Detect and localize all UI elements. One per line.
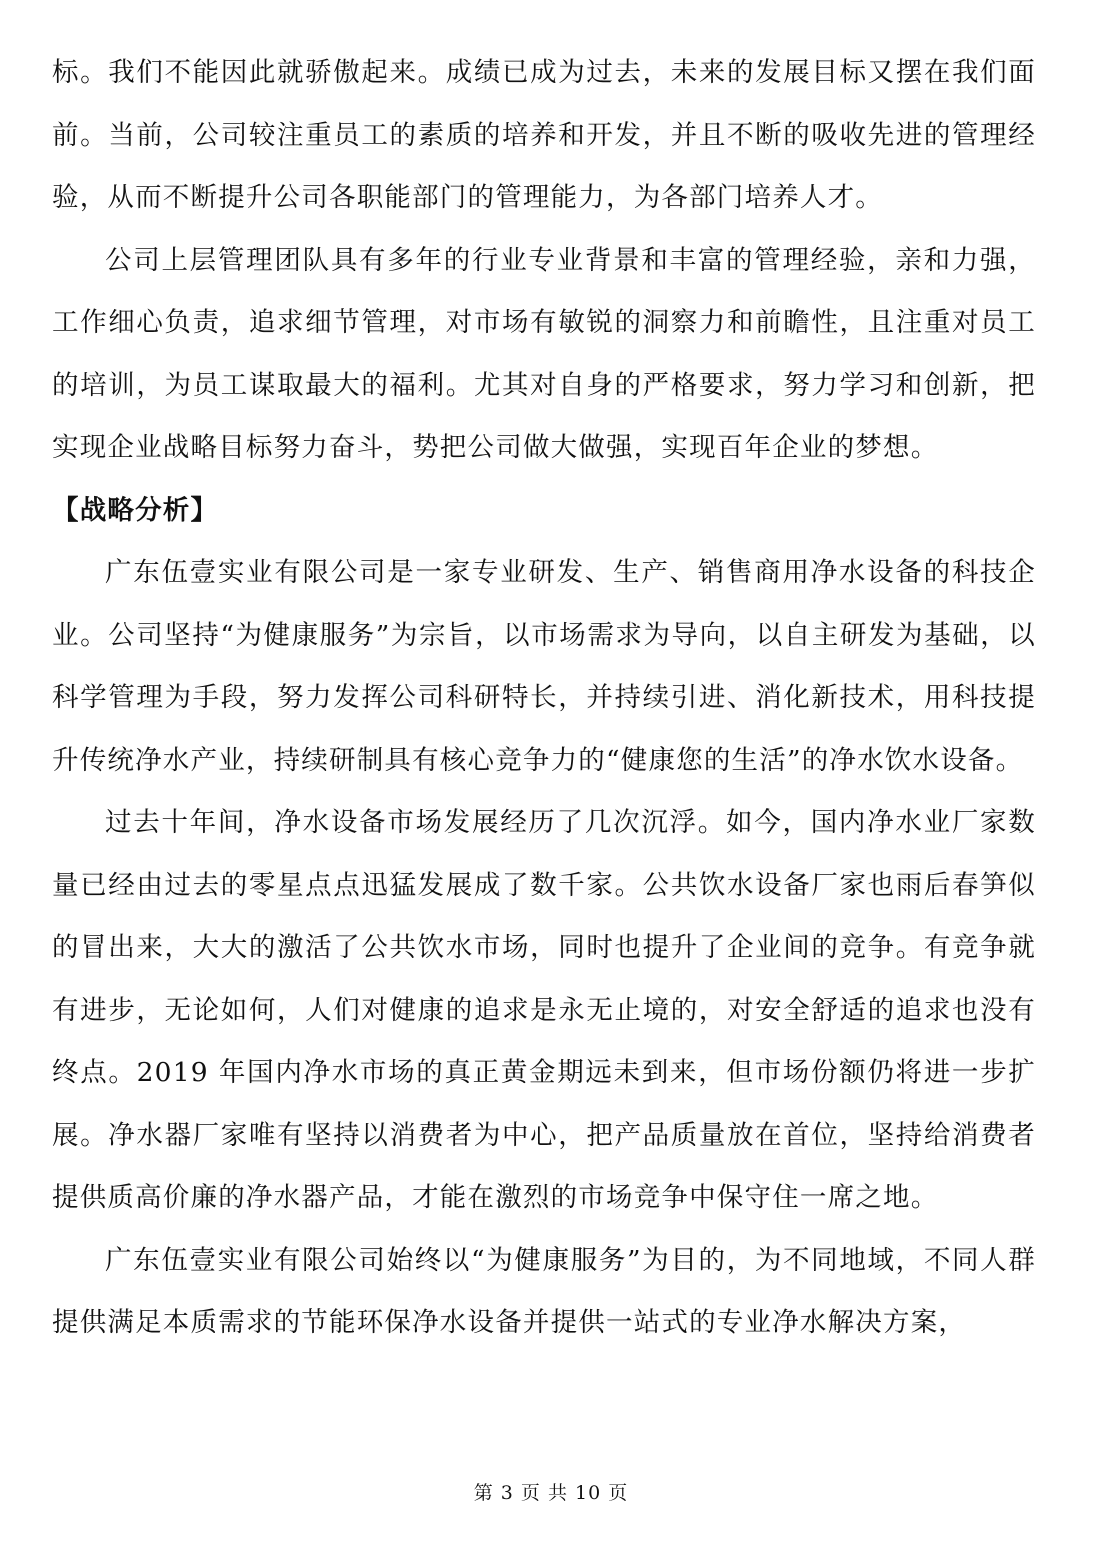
paragraph-company-purpose: 广东伍壹实业有限公司始终以“为健康服务”为目的，为不同地域，不同人群提供满足本质需求的节能环保净水设备并提供一站式的专业净水解决方案， [52,1244,1036,1338]
section-heading-strategy-analysis: 【战略分析】 [52,494,219,526]
paragraph-company-intro: 广东伍壹实业有限公司是一家专业研发、生产、销售商用净水设备的科技企业。公司坚持“为健康服务”为宗旨，以市场需求为导向，以自主研发为基础，以科学管理为手段，努力发挥公司科研特长，并持续引进、消化新技术，用科技提升传统净水产业，持续研制具有核心竞争力的“健康您的生活”的净水饮水设备。 [52,557,1036,776]
page-footer: 第 3 页 共 10 页 [473,1482,629,1504]
document-body [52,42,1036,1355]
paragraph-continuation: 标。我们不能因此就骄傲起来。成绩已成为过去，未来的发展目标又摆在我们面前。当前，公司较注重员工的素质的培养和开发，并且不断的吸收先进的管理经验，从而不断提升公司各职能部门的管理能力，为各部门培养人才。 [52,57,1036,213]
paragraph-market-history: 过去十年间，净水设备市场发展经历了几次沉浮。如今，国内净水业厂家数量已经由过去的零星点点迅猛发展成了数千家。公共饮水设备厂家也雨后春笋似的冒出来，大大的激活了公共饮水市场，同时也提升了企业间的竞争。有竞争就有进步，无论如何，人们对健康的追求是永无止境的，对安全舒适的追求也没有终点。2019 年国内净水市场的真正黄金期远未到来，但市场份额仍将进一步扩展。净水器厂家唯有坚持以消费者为中心，把产品质量放在首位，坚持给消费者提供质高价廉的净水器产品，才能在激烈的市场竞争中保守住一席之地。 [52,807,1036,1213]
paragraph-management-team: 公司上层管理团队具有多年的行业专业背景和丰富的管理经验，亲和力强，工作细心负责，追求细节管理，对市场有敏锐的洞察力和前瞻性，且注重对员工的培训，为员工谋取最大的福利。尤其对自身的严格要求，努力学习和创新，把实现企业战略目标努力奋斗，势把公司做大做强，实现百年企业的梦想。 [52,244,1036,463]
